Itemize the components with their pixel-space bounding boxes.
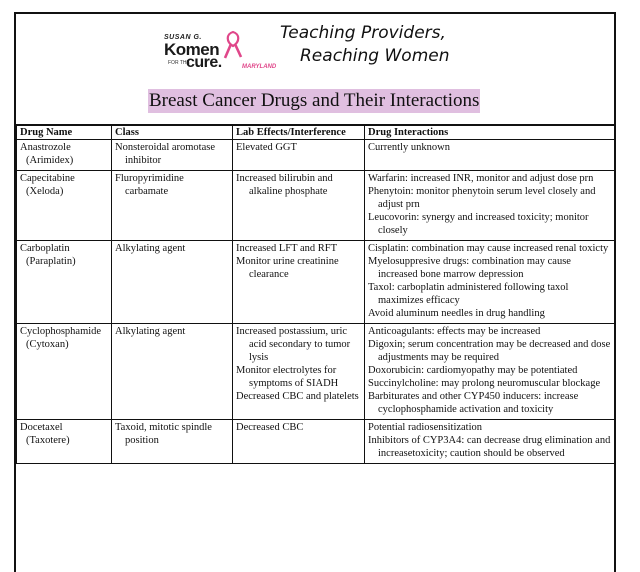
logo-line4: cure. xyxy=(186,54,222,71)
drug-interaction: Currently unknown xyxy=(368,142,450,153)
drug-brand-name: (Cytoxan) xyxy=(26,339,69,350)
lab-effect: Decreased CBC and platelets xyxy=(236,391,359,402)
drug-generic-name: Anastrozole xyxy=(20,142,71,153)
lab-effect: Increased LFT and RFT xyxy=(236,243,337,254)
drug-interactions-cell xyxy=(365,241,615,324)
komen-logo xyxy=(164,26,280,76)
drug-table xyxy=(16,124,615,464)
drug-interaction: Succinylcholine: may prolong neuromuscular blockage xyxy=(368,378,601,389)
drug-class: Nonsteroidal aromotase inhibitor xyxy=(115,142,216,166)
document-title: Breast Cancer Drugs and Their Interactions xyxy=(149,90,480,111)
drug-interaction: Cisplatin: combination may cause increased renal toxicty xyxy=(368,243,609,254)
drug-interaction: Anticoagulants: effects may be increased xyxy=(368,326,541,337)
drug-interaction: Digoxin; serum concentration may be decreased and dose adjustments may be required xyxy=(368,339,611,363)
drug-interactions-cell xyxy=(365,140,615,171)
drug-interaction: Leucovorin: synergy and increased toxicity; monitor closely xyxy=(368,212,589,236)
drug-generic-name: Carboplatin xyxy=(20,243,70,254)
drug-brand-name: (Paraplatin) xyxy=(26,256,76,267)
table-row xyxy=(17,324,615,420)
drug-interactions-cell xyxy=(365,171,615,241)
drug-brand-name: (Taxotere) xyxy=(26,435,70,446)
logo-line2: Komen xyxy=(164,40,220,59)
drug-generic-name: Cyclophosphamide xyxy=(20,326,102,337)
drug-brand-name: (Xeloda) xyxy=(26,186,64,197)
drug-interaction: Avoid aluminum needles in drug handling xyxy=(368,308,545,319)
table-body xyxy=(17,140,615,464)
logo-line1: SUSAN G. xyxy=(164,34,202,41)
lab-effects-cell xyxy=(233,324,365,420)
drug-class-cell xyxy=(112,324,233,420)
drug-interaction: Myelosuppresive drugs: combination may cause increased bone marrow depression xyxy=(368,256,571,280)
logo-line3: FOR THE xyxy=(168,60,190,66)
drug-class-cell xyxy=(112,171,233,241)
drug-name-cell xyxy=(17,171,112,241)
table-row xyxy=(17,241,615,324)
drug-class: Fluropyrimidine carbamate xyxy=(115,173,184,197)
drug-interaction: Doxorubicin: cardiomyopathy may be potentiated xyxy=(368,365,578,376)
drug-brand-name: (Arimidex) xyxy=(26,155,74,166)
table-header-row xyxy=(17,125,615,140)
table-row xyxy=(17,171,615,241)
drug-interactions-cell xyxy=(365,420,615,464)
drug-generic-name: Docetaxel xyxy=(20,422,63,433)
header-lab-effects: Lab Effects/Interference xyxy=(233,125,365,140)
drug-interaction: Inhibitors of CYP3A4: can decrease drug elimination and increasetoxicity; caution should be observed xyxy=(368,435,611,459)
document-page xyxy=(14,12,616,572)
table-row xyxy=(17,140,615,171)
drug-name-cell xyxy=(17,140,112,171)
lab-effects-cell xyxy=(233,420,365,464)
drug-interaction: Barbiturates and other CYP450 inducers: increase cyclophosphamide activation and toxicity xyxy=(368,391,579,415)
drug-class-cell xyxy=(112,420,233,464)
lab-effects-cell xyxy=(233,140,365,171)
drug-class: Alkylating agent xyxy=(115,326,186,337)
drug-name-cell xyxy=(17,241,112,324)
tagline xyxy=(280,22,450,68)
drug-interaction: Warfarin: increased INR, monitor and adjust dose prn xyxy=(368,173,594,184)
drug-name-cell xyxy=(17,324,112,420)
lab-effect: Increased bilirubin and alkaline phosphate xyxy=(236,173,333,197)
tagline-line2: Reaching Women xyxy=(300,46,450,66)
header-class: Class xyxy=(112,125,233,140)
lab-effect: Increased postassium, uric acid secondary to tumor lysis xyxy=(236,326,351,363)
tagline-line1: Teaching Providers, xyxy=(280,23,446,43)
drug-generic-name: Capecitabine xyxy=(20,173,75,184)
drug-class-cell xyxy=(112,140,233,171)
drug-name-cell xyxy=(17,420,112,464)
logo-affiliate: MARYLAND xyxy=(242,64,277,70)
lab-effect: Decreased CBC xyxy=(236,422,304,433)
lab-effect: Elevated GGT xyxy=(236,142,297,153)
drug-class: Taxoid, mitotic spindle position xyxy=(115,422,212,446)
drug-interactions-cell xyxy=(365,324,615,420)
drug-interaction: Phenytoin: monitor phenytoin serum level closely and adjust prn xyxy=(368,186,596,210)
pink-ribbon-icon xyxy=(222,30,244,60)
table-row xyxy=(17,420,615,464)
lab-effect: Monitor electrolytes for symptoms of SIADH xyxy=(236,365,339,389)
lab-effects-cell xyxy=(233,241,365,324)
drug-class: Alkylating agent xyxy=(115,243,186,254)
header-drug-name: Drug Name xyxy=(17,125,112,140)
header-drug-interactions: Drug Interactions xyxy=(365,125,615,140)
drug-interaction: Taxol: carboplatin administered following taxol maximizes efficacy xyxy=(368,282,569,306)
drug-interaction: Potential radiosensitization xyxy=(368,422,483,433)
lab-effect: Monitor urine creatinine clearance xyxy=(236,256,339,280)
header xyxy=(16,14,614,126)
drug-class-cell xyxy=(112,241,233,324)
lab-effects-cell xyxy=(233,171,365,241)
